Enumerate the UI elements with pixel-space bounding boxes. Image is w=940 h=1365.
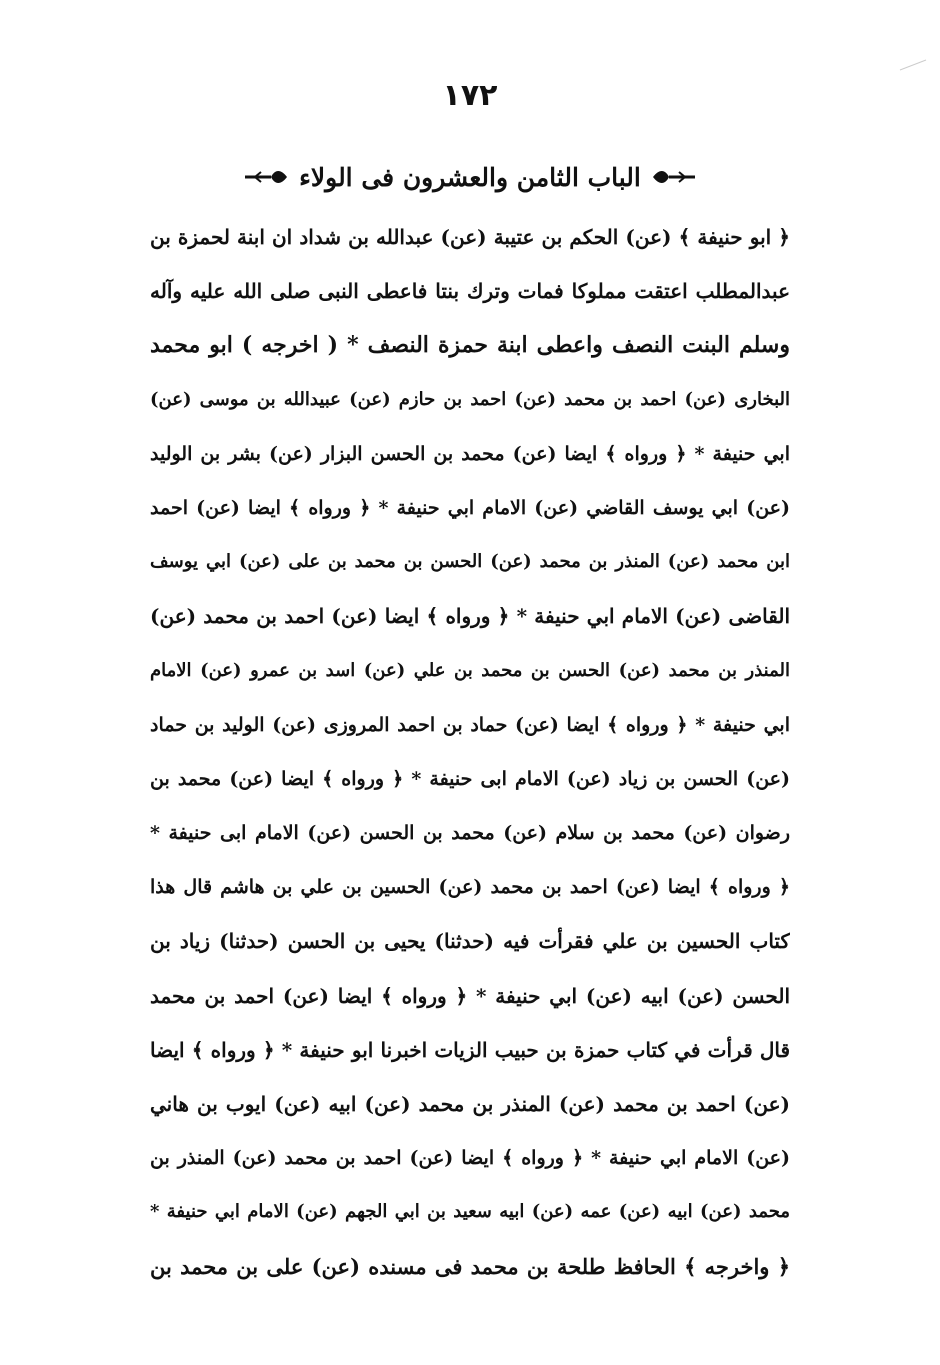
text-line: ﴿ ابو حنيفة ﴾ (عن) الحكم بن عتيبة (عن) عبدالله بن شداد ان ابنة لحمزة بن bbox=[150, 225, 790, 249]
chapter-title: الباب الثامن والعشرون فى الولاء bbox=[299, 162, 641, 192]
text-line: المنذر بن محمد (عن) الحسن بن محمد بن علي (عن) اسد بن عمرو (عن) الامام bbox=[150, 659, 790, 681]
text-line: ابي حنيفة * ﴿ ورواه ﴾ ايضا (عن) حماد بن احمد المروزى (عن) الوليد بن حماد bbox=[150, 713, 790, 736]
text-line: كتاب الحسين بن علي فقرأت فيه (حدثنا) يحيى بن الحسن (حدثنا) زياد بن bbox=[150, 929, 790, 954]
scan-mark bbox=[898, 58, 928, 72]
ornament-icon bbox=[651, 165, 697, 189]
text-line: ابي حنيفة * ﴿ ورواه ﴾ ايضا (عن) محمد بن الحسن البزار (عن) بشر بن الوليد bbox=[150, 442, 790, 465]
text-line: قال قرأت في كتاب حمزة بن حبيب الزيات اخبرنا ابو حنيفة * ﴿ ورواه ﴾ ايضا bbox=[150, 1037, 790, 1062]
text-line: (عن) الحسن بن زياد (عن) الامام ابى حنيفة * ﴿ ورواه ﴾ ايضا (عن) محمد بن bbox=[150, 767, 790, 790]
text-line: ﴿ ورواه ﴾ ايضا (عن) احمد بن محمد (عن) الحسين بن علي بن هاشم قال هذا bbox=[150, 876, 790, 899]
chapter-heading bbox=[150, 152, 790, 202]
text-line: عبدالمطلب اعتقت مملوكا فمات وترك بنتا فاعطى النبى صلى الله عليه وآله bbox=[150, 279, 790, 304]
text-line: وسلم البنت النصف واعطى ابنة حمزة النصف * ( اخرجه ) ابو محمد bbox=[150, 332, 790, 359]
text-line: القاضى (عن) الامام ابي حنيفة * ﴿ ورواه ﴾ ايضا (عن) احمد بن محمد (عن) bbox=[150, 604, 790, 629]
text-line: البخارى (عن) احمد بن محمد (عن) احمد بن حازم (عن) عبيدالله بن موسى (عن) bbox=[150, 388, 790, 410]
text-line: محمد (عن) ابيه (عن) عمه (عن) ابيه سعيد بن ابي الجهم (عن) الامام ابي حنيفة * bbox=[150, 1201, 790, 1223]
text-line: ابن محمد (عن) المنذر بن محمد (عن) الحسن بن محمد بن على (عن) ابي يوسف bbox=[150, 551, 790, 573]
text-line: رضوان (عن) محمد بن سلام (عن) محمد بن الحسن (عن) الامام ابى حنيفة * bbox=[150, 822, 790, 845]
page-number: ١٧٢ bbox=[442, 78, 498, 113]
text-line: الحسن (عن) ابيه (عن) ابي حنيفة * ﴿ ورواه ﴾ ايضا (عن) احمد بن محمد bbox=[150, 983, 790, 1008]
text-line: (عن) ابي يوسف القاضي (عن) الامام ابي حنيفة * ﴿ ورواه ﴾ ايضا (عن) احمد bbox=[150, 496, 790, 519]
ornament-icon bbox=[243, 165, 289, 189]
text-line: (عن) الامام ابي حنيفة * ﴿ ورواه ﴾ ايضا (عن) احمد بن محمد (عن) المنذر بن bbox=[150, 1147, 790, 1170]
text-line: (عن) احمد بن محمد (عن) المنذر بن محمد (عن) ابيه (عن) ايوب بن هاني bbox=[150, 1092, 790, 1116]
text-line: ﴿ واخرجه ﴾ الحافظ طلحة بن محمد فى مسنده (عن) على بن محمد بن bbox=[150, 1253, 790, 1279]
body-text bbox=[150, 210, 790, 1294]
